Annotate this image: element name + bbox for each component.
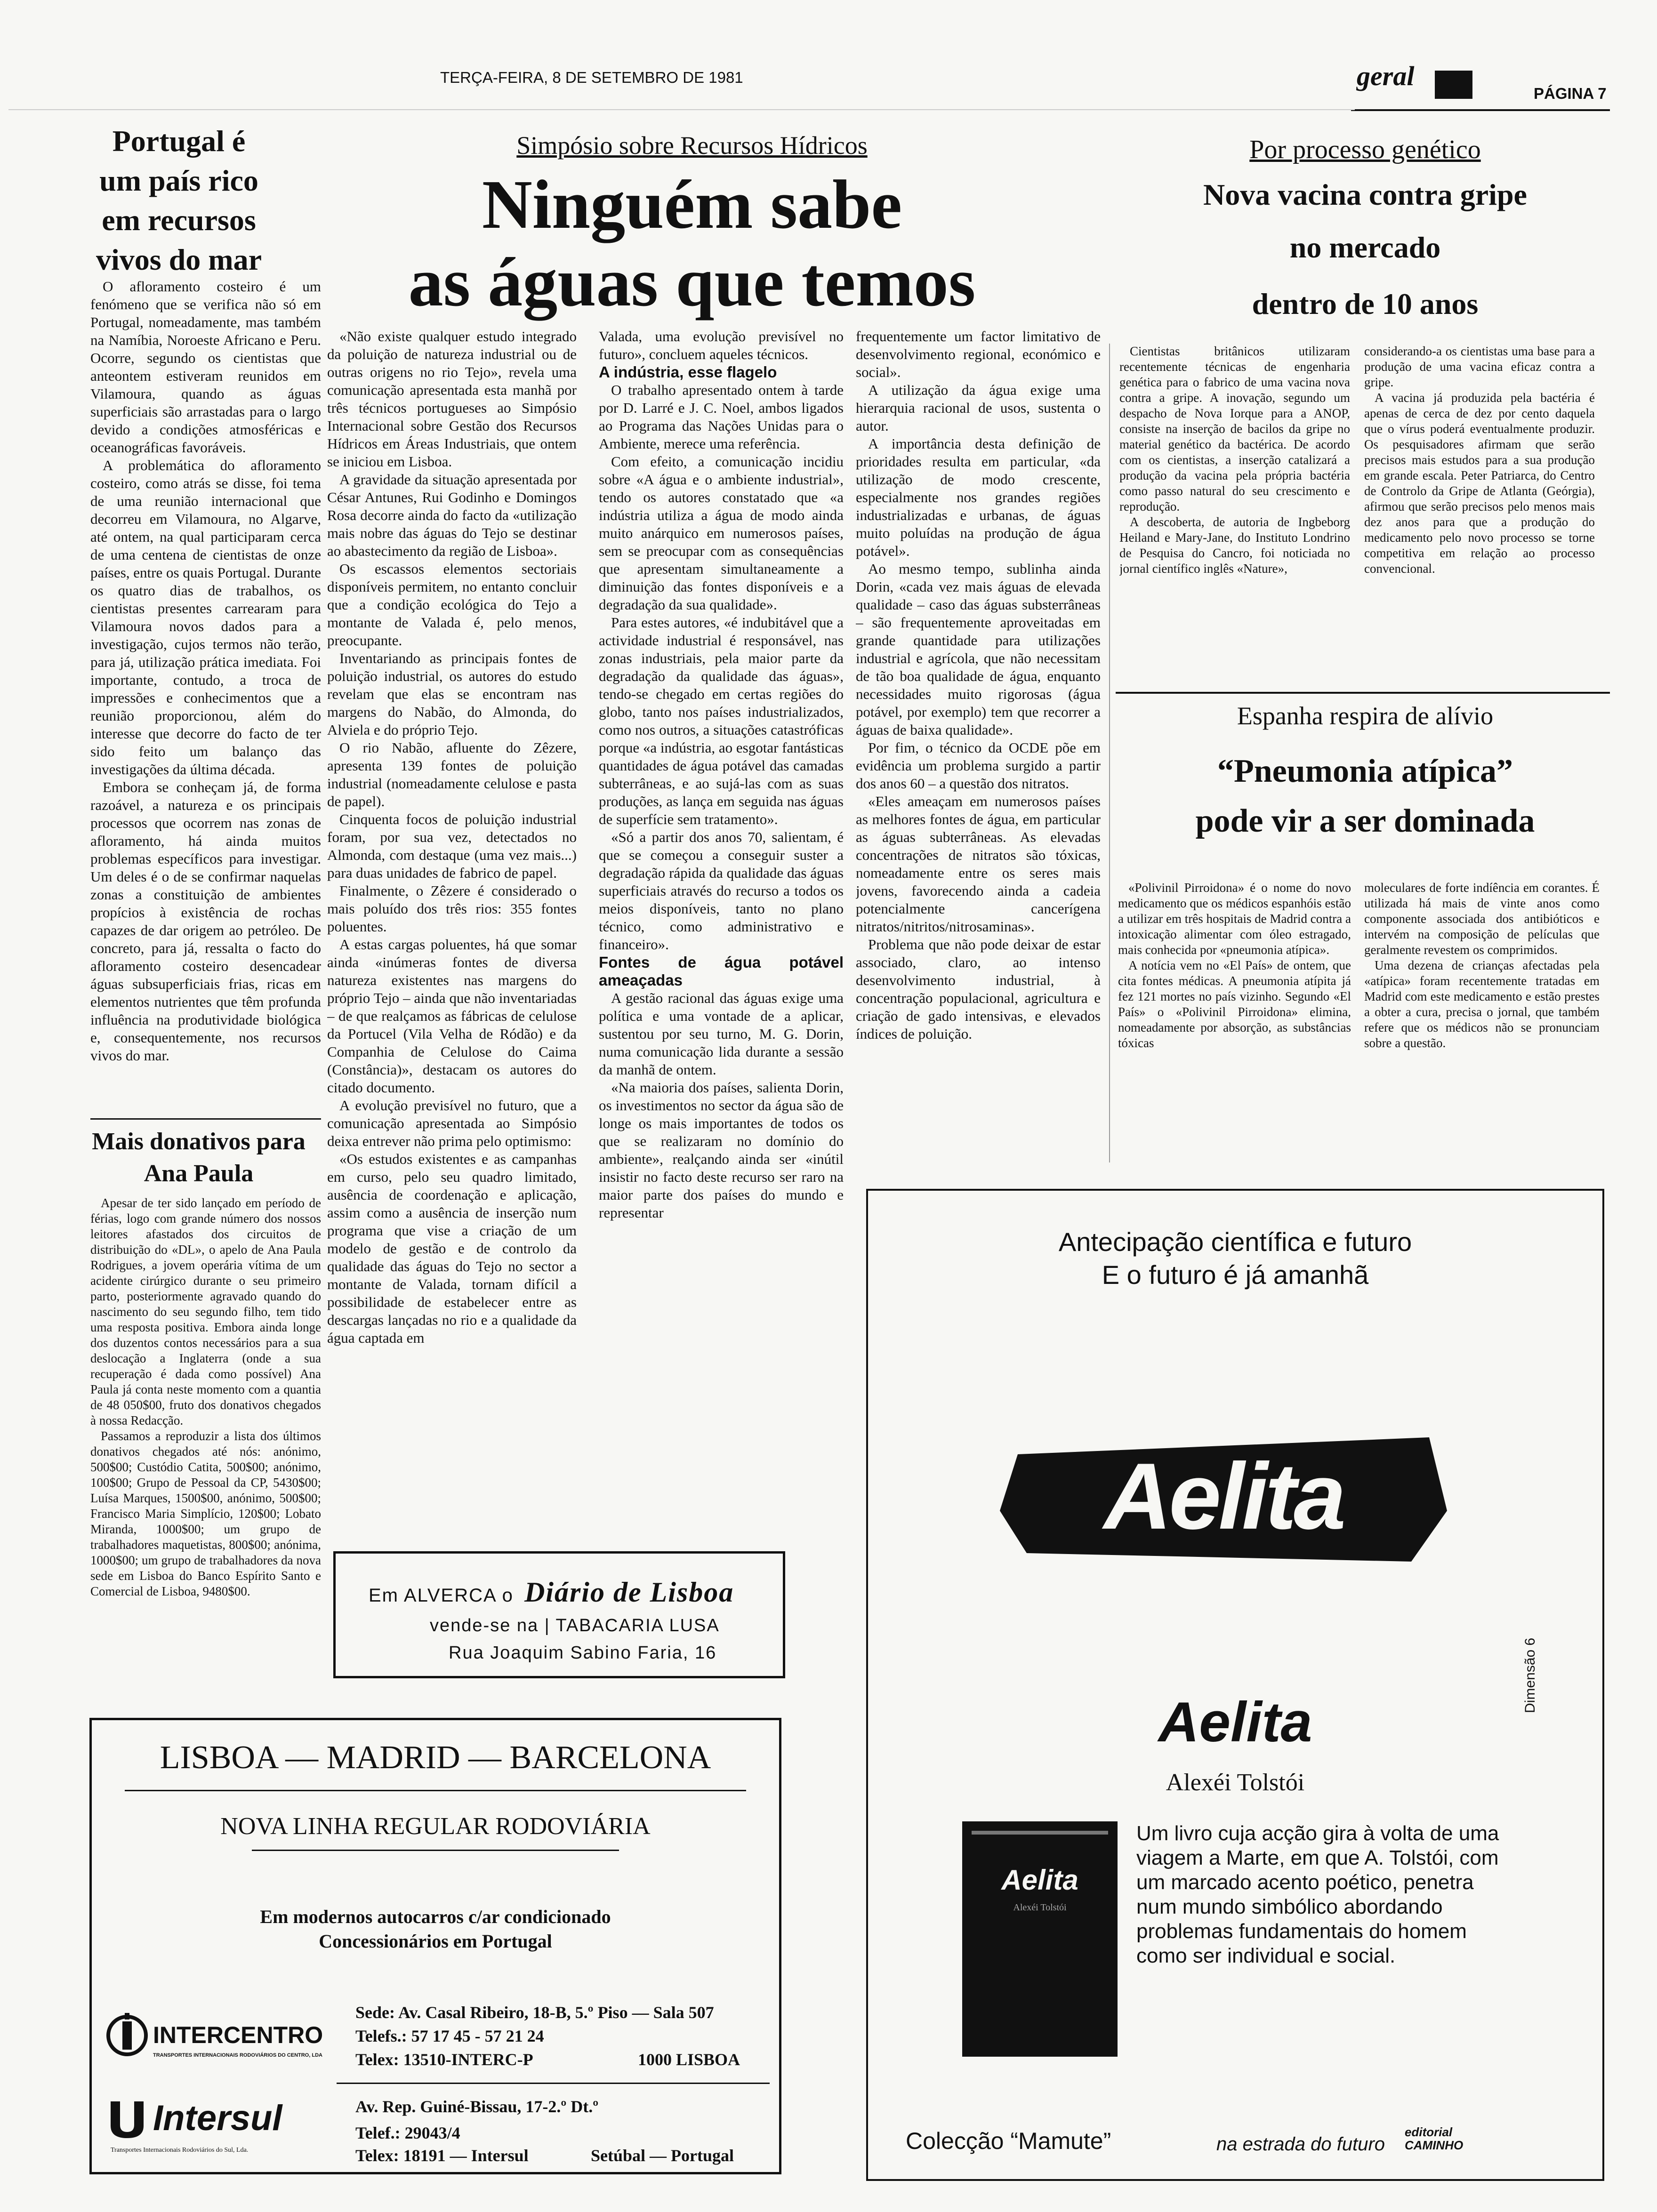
masthead-rule-left — [8, 109, 1355, 110]
paragraph: Por fim, o técnico da OCDE põe em evidência um problema surgido a partir dos anos 60 – a questão dos nitratos. — [856, 739, 1101, 792]
bus-subtitle: NOVA LINHA REGULAR RODOVIÁRIA — [220, 1813, 651, 1840]
intersul-emblem-icon — [106, 2097, 148, 2139]
intersul-name: Intersul — [153, 2098, 282, 2138]
paragraph: Uma dezena de crianças afectadas pela «atípica» foram recentemente tratadas em Madrid com este medicamento e estão prestes a obter a cura, precisa o jornal, que também refere que os médicos não se pronunciam sobre a questão. — [1364, 958, 1600, 1050]
paragraph: A vacina já produzida pela bactéria é apenas de cerca de dez por cento daquela que o vírus poderá eventualmente produzir. Os pesquisadores afirmam que serão precisos mais estudos para a sua produção em grande escala. Peter Patriarca, do Centro de Controlo da Gripe de Atlanta (Geórgia), afirmou que serão precisos pelo menos mais dez anos para que a produção do medicamento pelo novo processo se torne competitiva em relação ao processo convencional. — [1364, 391, 1595, 576]
paragraph: A evolução previsível no futuro, que a comunicação apresentada ao Simpósio deixa entrever não prima pelo optimismo: — [327, 1097, 577, 1149]
intercentro-telefs: Telefs.: 57 17 45 - 57 21 24 — [355, 2027, 544, 2045]
alverca-line3: Rua Joaquim Sabino Faria, 16 — [449, 1643, 717, 1663]
spain-col-1 — [1118, 880, 1351, 1144]
donativos-body — [90, 1195, 321, 1690]
intersul-city: Setúbal — Portugal — [591, 2146, 734, 2165]
paragraph: «Só a partir dos anos 70, salientam, é que se começou a conseguir suster a degradação rápida da qualidade das águas superficiais através do recurso a todos os meios disponíveis, tanto no plano técnico, como administrativo e financeiro». — [599, 829, 844, 953]
subhead-fontes: Fontes de água potável ameaçadas — [599, 954, 844, 989]
left-article-body — [90, 278, 321, 1111]
paragraph: Finalmente, o Zêzere é considerado o mais poluído dos três rios: 355 fontes poluentes. — [327, 882, 577, 935]
paragraph: O trabalho apresentado ontem à tarde por D. Larré e J. C. Noel, ambos ligados ao Programa das Nações Unidas para o Ambiente, merece uma referência. — [599, 382, 844, 452]
paragraph: A utilização da água exige uma hierarquia racional de usos, sustenta o autor. — [856, 382, 1101, 434]
section-logo: geral — [1357, 61, 1415, 91]
bus-subtitle-rule — [252, 1850, 619, 1851]
diario-de-lisboa-logo: Diário de Lisboa — [524, 1577, 734, 1608]
main-headline-line1: Ninguém sabe — [482, 166, 902, 243]
intersul-telef: Telef.: 29043/4 — [355, 2124, 460, 2142]
bus-ad — [89, 1718, 781, 2174]
paragraph: moleculares de forte indíência em corantes. É utilizada há mais de vinte anos como componente associada dos antibióticos e intervém na composição de películas que geralmente revestem os comprimidos. — [1364, 881, 1600, 957]
paragraph: Os escassos elementos sectoriais disponíveis permitem, no entanto concluir que a condição ecológica do Tejo a montante de Valada é, pelo menos, preocupante. — [327, 561, 577, 649]
paragraph: A notícia vem no «El País» de ontem, que cita fontes médicas. A pneumonia atípita já fez 121 mortes no país vizinho. Segundo «El País» o «Polivinil Pirroidona» elimina, nomeadamente por absorção, as substâncias tóxicas — [1118, 958, 1351, 1050]
intercentro-sede: Sede: Av. Casal Ribeiro, 18-B, 5.º Piso — Sala 507 — [355, 2003, 714, 2022]
paragraph: O rio Nabão, afluente do Zêzere, apresenta 139 fontes de poluição industrial (nomeadamente celulose e pasta de papel). — [327, 739, 577, 809]
ads-divider — [337, 2083, 770, 2084]
intercentro-logo — [106, 2012, 327, 2064]
spain-headline-2: pode vir a ser dominada — [1195, 803, 1535, 839]
paragraph: Passamos a reproduzir a lista dos últimos donativos chegados até nós: anónimo, 500$00; Custódio Catita, 500$00; anónimo, 100$00; Grupo de Pessoal da CP, 5430$00; Luísa Marques, 1500$00, anónimo, 500$00; Francisco Maria Simplício, 120$00; Lobato Miranda, 1000$00; um grupo de trabalhadores maquetistas, 800$00; anónima, 1000$00; um grupo de trabalhadores da nova sede em Lisboa do Banco Espírito Santo e Comercial de Lisboa, 9480$00. — [90, 1429, 321, 1598]
paragraph: A problemática do afloramento costeiro, como atrás se disse, foi tema de uma reunião internacional que decorreu em Vilamoura, no Algarve, até ontem, na qual participaram cerca de uma centena de cientistas de onze países, entre os quais Portugal. Durante os quatro dias de trabalhos, os cientistas presentes carrearam para Vilamoura novos dados para a investigação, cujos termos não terão, para já, utilização prática imediata. Foi importante, contudo, a troca de impressões e conhecimentos que a reunião proporcionou, além do interesse que decorre do facto de ter sido feito um balanço das investigações da última década. — [90, 457, 321, 777]
paragraph: considerando-a os cientistas uma base para a produção de uma vacina eficaz contra a gripe. — [1364, 344, 1595, 389]
book-ad — [866, 1189, 1604, 2181]
main-col-3 — [856, 328, 1101, 1146]
book-collection: Colecção “Mamute” — [906, 2128, 1111, 2154]
paragraph: O afloramento costeiro é um fenómeno que se verifica não só em Portugal, nomeadamente, mas também na Namíbia, Noroeste Africano e Peru. Ocorre, segundo os cientistas que anteontem estiveram reunidos em Vilamoura, quando as águas superficiais são arrastadas para o largo devido a condições atmosféricas e oceanográficas favoráveis. — [90, 278, 321, 456]
paragraph: A descoberta, de autoria de Ingbeborg Heiland e Mary-Jane, do Instituto Londrino de Pesquisa do Cancro, foi noticiada no jornal científico inglês «Nature», — [1119, 515, 1350, 576]
paragraph: Embora se conheçam já, de forma razoável, a natureza e os principais processos que ocorrem nas zonas de afloramento, há ainda muitos problemas específicos para investigar. Um deles é o de se confirmar naquelas zonas a constituição de ambientes propícios à existência de rochas capazes de dar origem ao petróleo. De concreto, para já, ressalta o facto do afloramento costeiro desencadear águas subsuperficiais frias, ricas em elementos nutrientes que têm profunda influência na produtividade biológica e, consequentemente, nos recursos vivos do mar. — [90, 779, 321, 1064]
cover-author: Alexéi Tolstói — [1013, 1902, 1067, 1913]
paragraph: A estas cargas poluentes, há que somar ainda «inúmeras fontes de diversa natureza existentes nas margens do próprio Tejo – ainda que não inventariadas – de que realçamos as fábricas de celulose da Portucel (Vila Velha de Ródão) e da Companhia de Celulose do Caima (Constância)», destacam os autores do citado documento. — [327, 936, 577, 1096]
paragraph: «Eles ameaçam em numerosos países as melhores fontes de água, em particular as águas subterrâneas. As elevadas concentrações de nitratos são tóxicas, nomeadamente entre os seres mais jovens, favorecendo ainda a cadeia potencialmente cancerígena nitratos/nitritos/nitrosaminas». — [856, 793, 1101, 935]
book-description: Um livro cuja acção gira à volta de uma viagem a Marte, em que A. Tolstói, com um marcado acento poético, penetra num mundo simbólico abordando problemas fundamentais do homem como ser individual e social. — [1136, 1822, 1499, 1967]
cover-stripe — [972, 1831, 1108, 1835]
intercentro-globe-icon — [106, 2012, 148, 2059]
intersul-telex: Telex: 18191 — Intersul — [355, 2146, 529, 2165]
dimensao-side-label: Dimensão 6 — [1522, 1637, 1538, 1713]
paragraph: Com efeito, a comunicação incidiu sobre «A água e o ambiente industrial», tendo os autores constatado que «a indústria utiliza a água de modo ainda muito anárquico em numerosos países, sem se preocupar com as consequências que apresentam simultaneamente a diminuição das fontes disponíveis e a degradação da sua qualidade». — [599, 453, 844, 613]
book-tagline-2: E o futuro é já amanhã — [1102, 1260, 1369, 1290]
alverca-line2: vende-se na | TABACARIA LUSA — [430, 1616, 720, 1635]
book-tagline-1: Antecipação científica e futuro — [1058, 1227, 1412, 1257]
intersul-logo — [106, 2097, 332, 2158]
paragraph: Cinquenta focos de poluição industrial foram, por sua vez, detectados no Almonda, com destaque (uma vez mais...) para duas unidades de fabrico de papel. — [327, 811, 577, 881]
intercentro-city: 1000 LISBOA — [638, 2050, 740, 2069]
main-col-1 — [327, 328, 577, 1523]
paragraph: frequentemente um factor limitativo de desenvolvimento regional, económico e social». — [856, 328, 1101, 380]
intercentro-telex: Telex: 13510-INTERC-P — [355, 2050, 533, 2069]
paragraph: A gravidade da situação apresentada por César Antunes, Rui Godinho e Domingos Rosa decorre ainda do facto da «utilização mais nobre das águas do Tejo se destinar ao abastecimento da região de Lisboa». — [327, 471, 577, 559]
paragraph: Inventariando as principais fontes de poluição industrial, os autores do estudo revelam que elas se encontram nas margens do Nabão, do Almonda, do Alviela e do próprio Tejo. — [327, 650, 577, 738]
vaccine-col-2 — [1364, 344, 1595, 682]
vaccine-headline-3: dentro de 10 anos — [1252, 287, 1479, 321]
donativos-title: Mais donativos para Ana Paula — [92, 1128, 306, 1187]
aelita-big-logo: Aelita — [1103, 1444, 1343, 1549]
intersul-addr: Av. Rep. Guiné-Bissau, 17-2.º Dt.º — [355, 2097, 599, 2116]
masthead-date: TERÇA-FEIRA, 8 DE SETEMBRO DE 1981 — [440, 69, 743, 86]
paragraph: A importância desta definição de prioridades resulta em particular, «da utilização de modo crescente, especialmente nos grandes regiões industrializadas e urbanas, de águas muito poluídas na produção de água potável». — [856, 435, 1101, 559]
intersul-subtitle: Transportes Internacionais Rodoviários do Sul, Lda. — [111, 2147, 249, 2154]
vaccine-headline-1: Nova vacina contra gripe — [1203, 178, 1527, 211]
intercentro-subtitle: TRANSPORTES INTERNACIONAIS RODOVIÁRIOS DO CENTRO, LDA — [153, 2052, 322, 2058]
book-title: Aelita — [1158, 1691, 1312, 1754]
paragraph: «Polivinil Pirroidona» é o nome do novo medicamento que os médicos espanhóis estão a utilizar em três hospitais de Madrid contra a intoxicação alimentar com óleo estragado, mais conhecida por «pneumonia atípica». — [1118, 881, 1351, 957]
main-col-2 — [599, 328, 844, 1523]
bus-title: LISBOA — MADRID — BARCELONA — [160, 1739, 711, 1776]
paragraph: Valada, uma evolução previsível no futuro», concluem aqueles técnicos. — [599, 328, 844, 362]
section-emblem — [1435, 71, 1472, 99]
left-article-title: Portugal é um país rico em recursos vivos do mar — [96, 124, 262, 276]
spain-headline-1: “Pneumonia atípica” — [1217, 753, 1513, 789]
spain-kicker: Espanha respira de alívio — [1237, 702, 1494, 730]
cover-title: Aelita — [1001, 1864, 1078, 1896]
alverca-line1 — [369, 1576, 734, 1609]
paragraph: Ao mesmo tempo, sublinha ainda Dorin, «cada vez mais águas de elevada qualidade – caso das águas substerrâneas – são frequentemente aproveitadas em grande quantidade para utilizações industrial e agrícola, que não necessitam de tão boa qualidade de água, enquanto necessidades muito rigorosas (água potável, por exemplo) tem que recorrer a águas de baixa qualidade». — [856, 561, 1101, 738]
book-cover — [962, 1821, 1118, 2057]
vaccine-kicker: Por processo genético — [1249, 135, 1481, 164]
spain-col-2 — [1364, 880, 1600, 1144]
vaccine-headline-2: no mercado — [1289, 231, 1441, 264]
paragraph: Cientistas britânicos utilizaram recentemente técnicas de engenharia genética para o fabrico de uma vacina nova contra a gripe. A inovação, segundo um despacho de Nova Iorque para a ANOP, consiste na inserção de bacilos da gripe no material genético da bactérica. De acordo com os cientistas, a inserção catalizará a produção da vacina pela própria bactéria como passo natural do seu crescimento e reprodução. — [1119, 344, 1350, 513]
divider — [1116, 692, 1610, 694]
paragraph: Para estes autores, «é indubitável que a actividade industrial é responsável, nas zonas industriais, pela maior parte da degradação da qualidade das águas», tendo-se chegado em certas regiões do globo, tanto nos países industrializados, como nos outros, a situações catastróficas porque «a indústria, ao esgotar fantásticas quantidades de água potável das camadas subterrâneas, e ao sujá-las com as suas produções, as lança em seguida nas águas de superfície sem tratamento». — [599, 614, 844, 827]
intercentro-name: INTERCENTRO — [153, 2022, 323, 2048]
paragraph: «Os estudos existentes e as campanhas em curso, pelo seu quadro limitado, ausência de coordenação e aplicação, assim como a ausência de inserção num programa que vise a criação de um modelo de gestão e de controlo da qualidade das águas do Tejo no sector a montante de Valada, tornam difícil a possibilidade de estabelecer entre as descargas lançadas no rio e a qualidade da água captada em — [327, 1151, 577, 1346]
vaccine-col-1 — [1119, 344, 1350, 682]
paragraph: «Na maioria dos países, salienta Dorin, os investimentos no sector da água são de longe os mais importantes de todos os que se realizaram no domínio do ambiente», realçando ainda ser «inútil insistir no facto deste recurso ser raro na maior parte dos países do mundo e representar — [599, 1079, 844, 1221]
alverca-ad — [333, 1551, 785, 1678]
masthead-rule — [1351, 109, 1610, 111]
paragraph: «Não existe qualquer estudo integrado da poluição de natureza industrial ou de outras origens no rio Tejo», revela uma comunicação apresentada esta manhã por três técnicos portugueses ao Simpósio Internacional sobre Gestão dos Recursos Hídricos em Áreas Industriais, que ontem se iniciou em Lisboa. — [327, 328, 577, 470]
bus-line1: Em modernos autocarros c/ar condicionado — [260, 1906, 611, 1927]
main-headline-line2: as águas que temos — [408, 244, 976, 321]
paragraph: A gestão racional das águas exige uma política e uma vontade de a aplicar, sustentou por seu turno, M. G. Dorin, numa comunicação lida durante a sessão da manhã de ontem. — [599, 990, 844, 1078]
alverca-prefix: Em ALVERCA o — [369, 1585, 514, 1606]
page-number: PÁGINA 7 — [1534, 85, 1607, 102]
main-kicker: Simpósio sobre Recursos Hídricos — [516, 131, 868, 160]
subhead-industria: A indústria, esse flagelo — [599, 363, 777, 381]
paragraph: Apesar de ter sido lançado em período de férias, logo com grande número dos nossos leitores afastados dos circuitos de distribuição do «DL», o apelo de Ana Paula Rodrigues, a jovem operária vítima de um acidente cirúrgico durante o seu primeiro parto, posteriormente agravado quando do nascimento do seu segundo filho, tem tido uma resposta positiva. Embora ainda longe dos duzentos contos necessários para a sua deslocação a Inglaterra (onde a sua recuperação é dada como possível) Ana Paula já conta neste momento com a quantia de 48 050$00, fruto dos donativos chegados à nossa Redacção. — [90, 1196, 321, 1427]
divider — [90, 1118, 321, 1120]
bus-title-rule — [125, 1790, 746, 1791]
book-author: Alexéi Tolstói — [1166, 1769, 1305, 1796]
bus-line2: Concessionários em Portugal — [319, 1931, 552, 1952]
paragraph: Problema que não pode deixar de estar associado, claro, ao intenso desenvolvimento industrial, à concentração populacional, agricultura e criação de gado intensivas, e elevados índices de poluição. — [856, 936, 1101, 1042]
publisher-logo: editorial CAMINHO — [1405, 2125, 1464, 2152]
book-slogan: na estrada do futuro — [1216, 2134, 1385, 2155]
column-rule — [1109, 344, 1110, 1162]
